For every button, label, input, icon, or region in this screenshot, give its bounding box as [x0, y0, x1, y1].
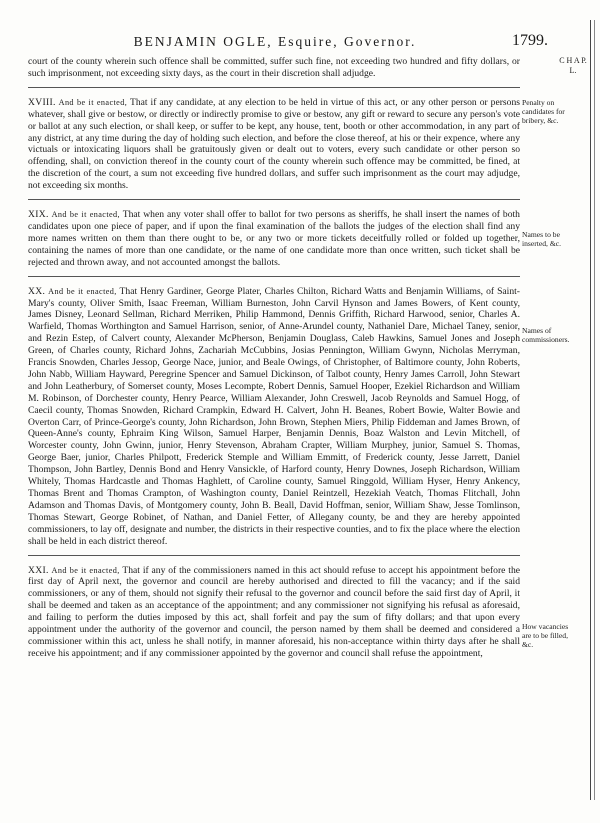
header-title: BENJAMIN OGLE, Esquire, Governor.	[133, 34, 417, 49]
header-year: 1799.	[512, 32, 548, 49]
body-column	[28, 56, 520, 660]
section-text: That Henry Gardiner, George Plater, Charles Chilton, Richard Watts and Benjamin Williams, of Saint-Mary's county, Oliver Smith, Isaac Freeman, William Burneston, John Carvil Hynson and James Bowers, of Kent county, James Disney, Leonard Sellman, Richard Merriken, Philip Hammond, Dennis Griffith, Richard Harwood, senior, Charles A. Warfield, Thomas Worthington and Samuel Harrison, senior, of Anne-Arundel county, Nathaniel Dare, Michael Taney, senior, and Rezin Estep, of Calvert county, Alexander McPherson, Benjamin Douglass, Caleb Hawkins, Samuel Jones and Joseph Green, of Charles county, Richard Johns, Zachariah McCubbins, Josias Pennington, William Gwynn, Nicholas Merryman, Francis Snowden, Charles Jessop, George Nace, junior, and Beale Owings, of Christopher, of Baltimore county, John Roberts, John Nabb, William Hayward, Peregrine Spencer and Samuel Dickinson, of Talbot county, Henry James Carroll, John Stewart and John Leatherbury, of Somerset county, Moses Lecompte, Robert Dennis, Samuel Hooper, Ezekiel Richardson and William M. Robinson, of Dorchester county, Henry Pearce, William Alexander, John Creswell, Jacob Reynolds and Samuel Hogg, of Caecil county, Thomas Snowden, Richard Crampkin, Edward H. Calvert, John H. Beanes, Robert Bowie, Walter Bowie and Overton Carr, of Prince-George's county, John Richardson, John Brown, Stephen Miers, Philip Fiddeman and James Brown, of Queen-Anne's county, Ephraim King Wilson, Samuel Harper, Benjamin Dennis, Boaz Walston and Levin Mitchell, of Worcester county, John Gwinn, junior, Henry Stevenson, Abraham Crapter, William Murphey, junior, Samuel S. Thomas, George Baer, junior, Charles Philpott, Frederick Stemple and William Emmitt, of Frederick county, Jesse Jarrett, Daniel Thompson, John Bartley, Dennis Bond and Henry Vansickle, of Harford county, Henry Downes, Joseph Richardson, William Whitely, Thomas Hardcastle and Thomas Haghlett, of Caroline county, Samuel Ringgold, William Hyser, Henry Ankency, Thomas Brent and Thomas Crampton, of Washington county, Daniel Reintzell, Hezekiah Veatch, Thomas Flitchall, John Adamson and Thomas Davis, of Montgomery county, John B. Beall, David Hoffman, senior, William Shaw, Jesse Tomlinson, Thomas Stewart, George Robinet, of Nathan, and Daniel Fetter, of Allegany county, be and they are hereby appointed commissioners, to lay off, designate and number, the districts in their respective counties, and to fix the place where the election shall be held in each district thereof.	[28, 285, 520, 547]
section-xix	[28, 209, 520, 269]
running-header	[0, 34, 600, 54]
enacting-clause: And be it enacted,	[48, 286, 117, 296]
section-divider	[28, 276, 520, 277]
page-edge-line-secondary	[594, 20, 595, 800]
margin-note-names-inserted: Names to be inserted, &c.	[522, 230, 562, 248]
section-text: That if any of the commissioners named in this act should refuse to accept his appointment before the first day of April next, the governor and council are hereby authorised and directed to fill the vacancy; and if the said commissioners, or any of them, should not signify their refusal to the governor and council before the said first day of April, it shall be deemed and taken as an acceptance of the appointment; and any commissioner not signifying his refusal as aforesaid, and failing to perform the duties imposed by this act, shall forfeit and pay the sum of fifty dollars; and that upon every appointment under the authority of the governor and council, the person named by them shall be deemed and considered a commissioner within this act, unless he shall notify, in manner aforesaid, his non-acceptance within thirty days after he shall receive his appointment; and if any commissioner appointed by the governor and council shall refuse the appointment,	[28, 564, 520, 659]
section-number: XX.	[28, 285, 46, 297]
section-xviii	[28, 97, 520, 192]
section-text: That if any candidate, at any election to be held in virtue of this act, or any other person or persons whatever, shall give or bestow, or directly or indirectly promise to give or bestow, any gift or reward to secure any person's vote or ballot at any such election, or shall keep, or suffer to be kept, any house, tent, booth or other accommodation, in any part of any district, at any time during the day of holding such election, and before the close thereof, at his or their expence, where any victuals or intoxicating liquors shall be gratuitously given or dealt out to voters, every such candidate or other person so offending, shall, on conviction thereof in the county court of the county wherein such offence may be committed, be fined, at the discretion of the court, a sum not exceeding five hundred dollars, and suffer such imprisonment as the court may adjudge, not exceeding six months.	[28, 96, 520, 192]
section-number: XVIII.	[28, 96, 56, 108]
margin-note-penalty: Penalty on candidates for bribery, &c.	[522, 98, 565, 125]
section-continuation-text: court of the county wherein such offence shall be committed, suffer such fine, not exceeding two hundred and fifty dollars, or such imprisonment, not exceeding sixty days, as the court in their discretion shall adjudge.	[28, 56, 520, 79]
section-number: XXI.	[28, 564, 49, 576]
section-xxi	[28, 565, 520, 660]
margin-note-commissioners: Names of commissioners.	[522, 326, 570, 344]
section-number: XIX.	[28, 209, 49, 221]
margin-note-vacancies: How vacancies are to be filled, &c.	[522, 622, 569, 649]
chapter-label: C H A P.	[559, 56, 587, 65]
enacting-clause: And be it enacted,	[51, 210, 120, 220]
enacting-clause: And be it enacted,	[51, 565, 120, 575]
section-divider	[28, 87, 520, 88]
section-divider	[28, 199, 520, 200]
section-text: That when any voter shall offer to ballot for two persons as sheriffs, he shall insert the names of both candidates upon one piece of paper, and if upon the final examination of the ballots the judges of the election shall find any more names written on them than there ought to be, or any two or more tickets deceitfully rolled or folded up together, containing the names of more than one candidate, or the name of one candidate more than once written, such ticket shall be rejected and thrown away, and not accounted amongst the ballots.	[28, 209, 520, 268]
section-xx	[28, 286, 520, 548]
enacting-clause: And be it enacted,	[58, 97, 128, 107]
page-edge-line	[590, 20, 591, 800]
chapter-marker	[548, 56, 598, 76]
chapter-number: L.	[569, 66, 577, 75]
section-divider	[28, 555, 520, 556]
